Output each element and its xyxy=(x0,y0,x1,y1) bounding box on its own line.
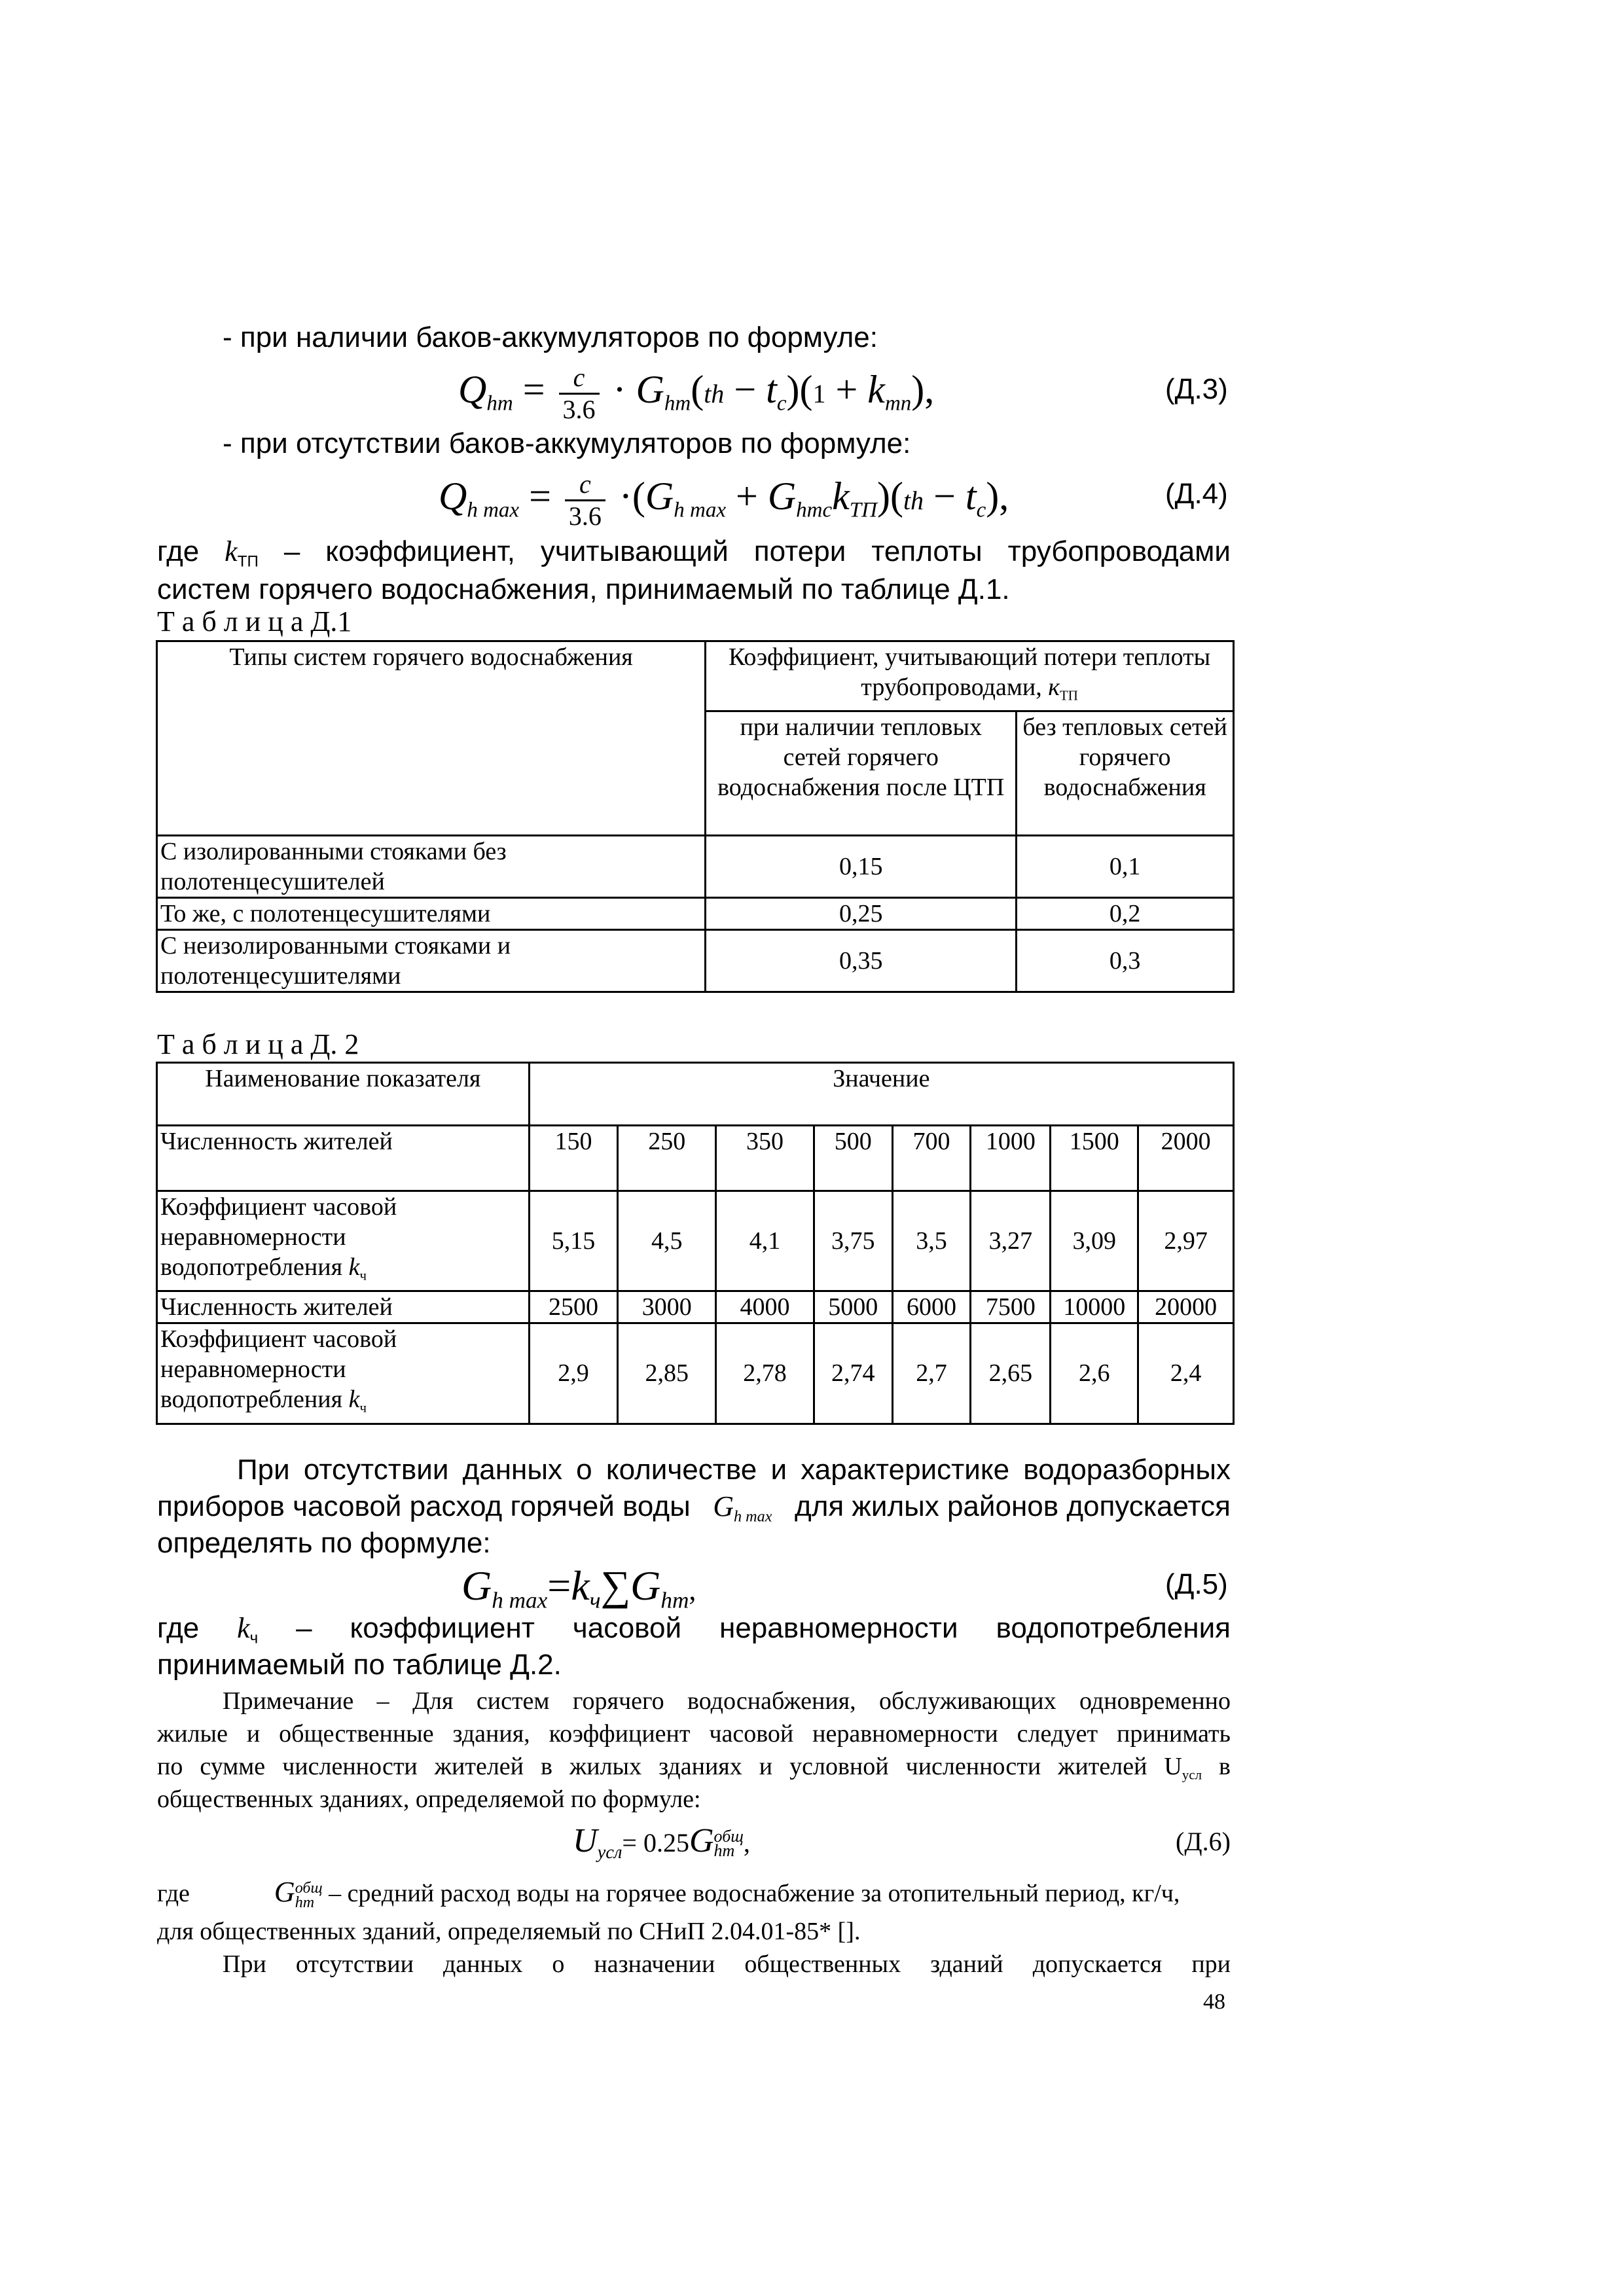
table-d2-cell: 2,97 xyxy=(1138,1191,1234,1291)
table-d2-cell: 2,9 xyxy=(529,1323,618,1424)
table-d2-cell: 3,27 xyxy=(971,1191,1051,1291)
table-d2-cell: 2,65 xyxy=(971,1323,1051,1424)
table-d2-row-label: Численность жителей xyxy=(157,1126,530,1191)
equation-number-d3: (Д.3) xyxy=(1165,373,1228,405)
table-d2-cell: 3,5 xyxy=(892,1191,971,1291)
table-d2-row-label: Численность жителей xyxy=(157,1291,530,1323)
table-d1-cell: 0,15 xyxy=(706,836,1017,898)
table-d1-cell: 0,25 xyxy=(706,898,1017,930)
table-d1-header-without-networks: без тепловых сетей горячего водоснабжения xyxy=(1017,711,1234,836)
intro-line-with-accumulators: - при наличии баков-аккумуляторов по формуле: xyxy=(223,321,878,353)
table-d1-cell: 0,3 xyxy=(1017,930,1234,992)
table-d2-cell: 500 xyxy=(814,1126,892,1191)
table-d2-cell: 2,7 xyxy=(892,1323,971,1424)
table-d1-row-name: С неизолированными стояками и полотенцесушителями xyxy=(157,930,706,992)
table-d2-header-value: Значение xyxy=(529,1063,1233,1126)
note-line: общественных зданиях, определяемой по формуле: xyxy=(157,1785,701,1813)
table-d2-cell: 5000 xyxy=(814,1291,892,1323)
where-gobsh-line-2: для общественных зданий, определяемый по СНиП 2.04.01-85* []. xyxy=(157,1918,861,1945)
where-ktp-line-2: систем горячего водоснабжения, принимаемый по таблице Д.1. xyxy=(157,573,1010,605)
paragraph-line: При отсутствии данных о количестве и характеристике водоразборных xyxy=(237,1454,1231,1486)
table-d2-cell: 4000 xyxy=(716,1291,814,1323)
table-d1-cell: 0,2 xyxy=(1017,898,1234,930)
table-d1-header-with-networks: при наличии тепловых сетей горячего водоснабжения после ЦТП xyxy=(706,711,1017,836)
intro-line-without-accumulators: - при отсутствии баков-аккумуляторов по формуле: xyxy=(223,427,911,459)
table-d1-caption: Т а б л и ц а Д.1 xyxy=(157,605,352,637)
table-d1-header-types: Типы систем горячего водоснабжения xyxy=(157,641,706,836)
table-d1-header-coefficient: Коэффициент, учитывающий потери теплоты трубопроводами, $к_{ТП}$ xyxy=(706,641,1234,711)
table-d1-row-name: То же, с полотенцесушителями xyxy=(157,898,706,930)
table-d2 xyxy=(156,1062,1235,1425)
table-d2-cell: 10000 xyxy=(1051,1291,1138,1323)
table-d2-cell: 2,74 xyxy=(814,1323,892,1424)
table-d2-cell: 6000 xyxy=(892,1291,971,1323)
table-d2-row-label: Коэффициент часовой неравномерности водопотребления $k_ч$ xyxy=(157,1323,530,1424)
table-d2-cell: 350 xyxy=(716,1126,814,1191)
table-d2-cell: 4,5 xyxy=(618,1191,716,1291)
where-kch-line: где $k_ч$ – коэффициент часовой неравномерности водопотребления xyxy=(157,1612,1231,1647)
table-d2-row-label: Коэффициент часовой неравномерности водопотребления $k_ч$ xyxy=(157,1191,530,1291)
table-d2-cell: 1500 xyxy=(1051,1126,1138,1191)
table-d2-caption: Т а б л и ц а Д. 2 xyxy=(157,1028,359,1060)
table-d2-cell: 2000 xyxy=(1138,1126,1234,1191)
table-d1-cell: 0,35 xyxy=(706,930,1017,992)
equation-number-d5: (Д.5) xyxy=(1165,1568,1228,1600)
table-d2-cell: 2500 xyxy=(529,1291,618,1323)
table-d2-cell: 3,75 xyxy=(814,1191,892,1291)
table-d1 xyxy=(156,640,1235,993)
table-d2-cell: 1000 xyxy=(971,1126,1051,1191)
page-number: 48 xyxy=(1203,1990,1225,2014)
table-d2-cell: 4,1 xyxy=(716,1191,814,1291)
where-ktp-line: где $k_{ТП}$ – коэффициент, учитывающий потери теплоты трубопроводами xyxy=(157,535,1231,571)
table-d2-header-name: Наименование показателя xyxy=(157,1063,530,1126)
table-d1-cell: 0,1 xyxy=(1017,836,1234,898)
table-d2-cell: 2,4 xyxy=(1138,1323,1234,1424)
table-d2-cell: 3000 xyxy=(618,1291,716,1323)
note-line: по сумме численности жителей в жилых зданиях и условной численности жителей $U_{усл}$ в xyxy=(157,1753,1231,1783)
table-d2-cell: 150 xyxy=(529,1126,618,1191)
paragraph-line: определять по формуле: xyxy=(157,1527,491,1559)
table-d2-cell: 2,6 xyxy=(1051,1323,1138,1424)
equation-number-d6: (Д.6) xyxy=(1176,1827,1231,1856)
table-d2-cell: 700 xyxy=(892,1126,971,1191)
table-d2-cell: 5,15 xyxy=(529,1191,618,1291)
table-d2-cell: 2,85 xyxy=(618,1323,716,1424)
table-d2-cell: 7500 xyxy=(971,1291,1051,1323)
formula-d3: $Q_{hm}$ = $\frac{c}{3.6}$ · $G_{hm}(th - t_c)(1 + k_{mn})$, xyxy=(458,362,935,424)
table-d2-cell: 2,78 xyxy=(716,1323,814,1424)
paragraph-line: приборов часовой расход горячей воды $G_{h max}$ для жилых районов допускается xyxy=(157,1490,1231,1526)
last-paragraph-line: При отсутствии данных о назначении общественных зданий допускается при xyxy=(223,1950,1231,1978)
where-gobsh-line: где G общ hm – средний расход воды на горячее водоснабжение за отопительный период, кг/ч, xyxy=(157,1876,1180,1912)
where-kch-line-2: принимаемый по таблице Д.2. xyxy=(157,1649,562,1681)
note-line: жилые и общественные здания, коэффициент часовой неравномерности следует принимать xyxy=(157,1720,1231,1748)
equation-number-d4: (Д.4) xyxy=(1165,478,1228,510)
formula-d6: $U_{усл}= 0.25G$ общ hm , xyxy=(573,1822,750,1863)
formula-d4: $Q_{h max}$ = $\frac{c}{3.6}$ $\cdot(G_{h max} + G_{hmc}k_{ТП})(th - t_c)$, xyxy=(439,469,1009,531)
table-d1-row-name: С изолированными стояками без полотенцесушителей xyxy=(157,836,706,898)
table-d2-cell: 3,09 xyxy=(1051,1191,1138,1291)
note-line: Примечание – Для систем горячего водоснабжения, обслуживающих одновременно xyxy=(223,1687,1231,1715)
table-d2-cell: 250 xyxy=(618,1126,716,1191)
formula-d5: $G_{h max}=k_ч\sum G_{hm}$, xyxy=(461,1562,696,1613)
table-d2-cell: 20000 xyxy=(1138,1291,1234,1323)
